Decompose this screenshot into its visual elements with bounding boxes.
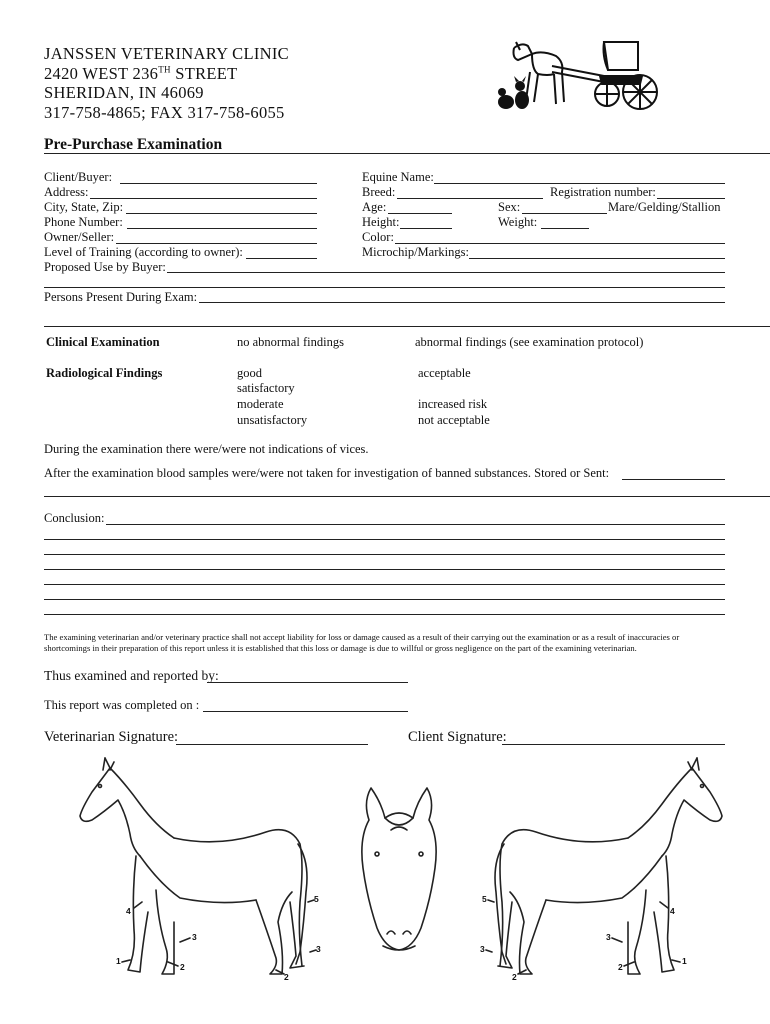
marker-3b-left: 3: [316, 944, 321, 954]
conclusion-label: Conclusion:: [44, 511, 105, 525]
stored-or-sent-input[interactable]: [622, 479, 725, 480]
conclusion-input-line-1[interactable]: [106, 524, 725, 525]
marker-3b-right: 3: [480, 944, 485, 954]
form-title: Pre-Purchase Examination: [44, 136, 223, 153]
marker-1-left: 1: [116, 956, 121, 966]
risk-not-acceptable[interactable]: not acceptable: [418, 413, 490, 427]
conclusion-input-line-7[interactable]: [44, 614, 725, 615]
proposed-use-input[interactable]: [167, 272, 725, 273]
conclusion-input-line-3[interactable]: [44, 554, 725, 555]
city-state-zip-label: City, State, Zip:: [44, 200, 124, 214]
microchip-label: Microchip/Markings:: [362, 245, 469, 259]
microchip-input[interactable]: [469, 258, 725, 259]
horse-right-side-diagram[interactable]: [462, 752, 732, 992]
examined-by-label: Thus examined and reported by:: [44, 668, 219, 683]
client-buyer-input[interactable]: [120, 183, 317, 184]
marker-2b-left: 2: [284, 972, 289, 982]
client-signature-input[interactable]: [502, 744, 725, 745]
clinic-logo: [492, 36, 672, 116]
age-label: Age:: [362, 200, 387, 214]
section-divider-1: [44, 326, 770, 327]
breed-label: Breed:: [362, 185, 396, 199]
color-input[interactable]: [395, 243, 725, 244]
phone-number-label: Phone Number:: [44, 215, 123, 229]
conclusion-input-line-2[interactable]: [44, 539, 725, 540]
proposed-use-input-line-2[interactable]: [44, 287, 725, 288]
completed-on-label: This report was completed on :: [44, 698, 200, 712]
marker-2b-right: 2: [512, 972, 517, 982]
client-buyer-label: Client/Buyer:: [44, 170, 113, 184]
clinic-phone: 317-758-4865; FAX 317-758-6055: [44, 102, 285, 122]
section-divider-2: [44, 496, 770, 497]
breed-input[interactable]: [397, 198, 543, 199]
registration-label: Registration number:: [550, 185, 656, 199]
radiological-grade-good[interactable]: good: [237, 366, 262, 380]
sex-label: Sex:: [498, 200, 521, 214]
title-divider: [44, 153, 770, 154]
marker-4-left: 4: [126, 906, 131, 916]
phone-number-input[interactable]: [127, 228, 317, 229]
training-level-input[interactable]: [246, 258, 317, 259]
clinical-exam-label: Clinical Examination: [46, 335, 160, 349]
risk-increased[interactable]: increased risk: [418, 397, 488, 411]
address-input[interactable]: [90, 198, 317, 199]
liability-disclaimer: The examining veterinarian and/or veterinary practice shall not accept liability for loss or damage caused as a result of their carrying out the examination or as a result of inaccuracies or shortcomings in their preparation of this report unless it is established that this loss or damage is due to willful or gross negligence on the part of the examining veterinarian.: [44, 632, 680, 653]
completed-on-input[interactable]: [203, 711, 408, 712]
clinical-option-normal[interactable]: no abnormal findings: [237, 335, 344, 349]
horse-front-head-diagram[interactable]: [355, 778, 445, 958]
risk-acceptable[interactable]: acceptable: [418, 366, 471, 380]
owner-seller-input[interactable]: [116, 243, 317, 244]
marker-2-right: 2: [618, 962, 623, 972]
radiological-grade-satisfactory[interactable]: satisfactory: [237, 381, 295, 395]
clinical-option-abnormal[interactable]: abnormal findings (see examination protocol): [415, 335, 644, 349]
client-signature-label: Client Signature:: [408, 729, 507, 745]
sex-input[interactable]: [522, 213, 607, 214]
marker-4-right: 4: [670, 906, 675, 916]
radiological-label: Radiological Findings: [46, 366, 163, 380]
conclusion-input-line-5[interactable]: [44, 584, 725, 585]
radiological-grade-moderate[interactable]: moderate: [237, 397, 284, 411]
vices-statement: During the examination there were/were not indications of vices.: [44, 442, 369, 456]
height-input[interactable]: [400, 228, 452, 229]
weight-label: Weight:: [498, 215, 538, 229]
proposed-use-label: Proposed Use by Buyer:: [44, 260, 166, 274]
marker-5-right: 5: [482, 894, 487, 904]
clinic-street: 2420 WEST 236TH STREET: [44, 63, 238, 83]
conclusion-input-line-4[interactable]: [44, 569, 725, 570]
clinic-city: SHERIDAN, IN 46069: [44, 83, 204, 102]
equine-name-label: Equine Name:: [362, 170, 434, 184]
radiological-grade-unsatisfactory[interactable]: unsatisfactory: [237, 413, 308, 427]
city-state-zip-input[interactable]: [126, 213, 317, 214]
color-label: Color:: [362, 230, 394, 244]
training-level-label: Level of Training (according to owner):: [44, 245, 243, 259]
age-input[interactable]: [388, 213, 452, 214]
marker-3-right: 3: [606, 932, 611, 942]
marker-1-right: 1: [682, 956, 687, 966]
vet-signature-label: Veterinarian Signature:: [44, 729, 179, 745]
marker-5-left: 5: [314, 894, 319, 904]
horse-left-side-diagram[interactable]: [70, 752, 340, 992]
clinic-name: JANSSEN VETERINARY CLINIC: [44, 44, 289, 63]
address-label: Address:: [44, 185, 89, 199]
equine-name-input[interactable]: [434, 183, 725, 184]
weight-input[interactable]: [541, 228, 589, 229]
conclusion-input-line-6[interactable]: [44, 599, 725, 600]
blood-samples-statement: After the examination blood samples were/were not taken for investigation of banned substances. Stored or Sent:: [44, 466, 610, 480]
owner-seller-label: Owner/Seller:: [44, 230, 115, 244]
sex-options[interactable]: Mare/Gelding/Stallion: [608, 200, 721, 214]
vet-signature-input[interactable]: [176, 744, 368, 745]
marker-2-left: 2: [180, 962, 185, 972]
marker-3-left: 3: [192, 932, 197, 942]
persons-present-input[interactable]: [199, 302, 725, 303]
clinic-address-block: [44, 44, 289, 122]
persons-present-label: Persons Present During Exam:: [44, 290, 198, 304]
examined-by-input[interactable]: [207, 682, 408, 683]
registration-input[interactable]: [657, 198, 725, 199]
height-label: Height:: [362, 215, 400, 229]
